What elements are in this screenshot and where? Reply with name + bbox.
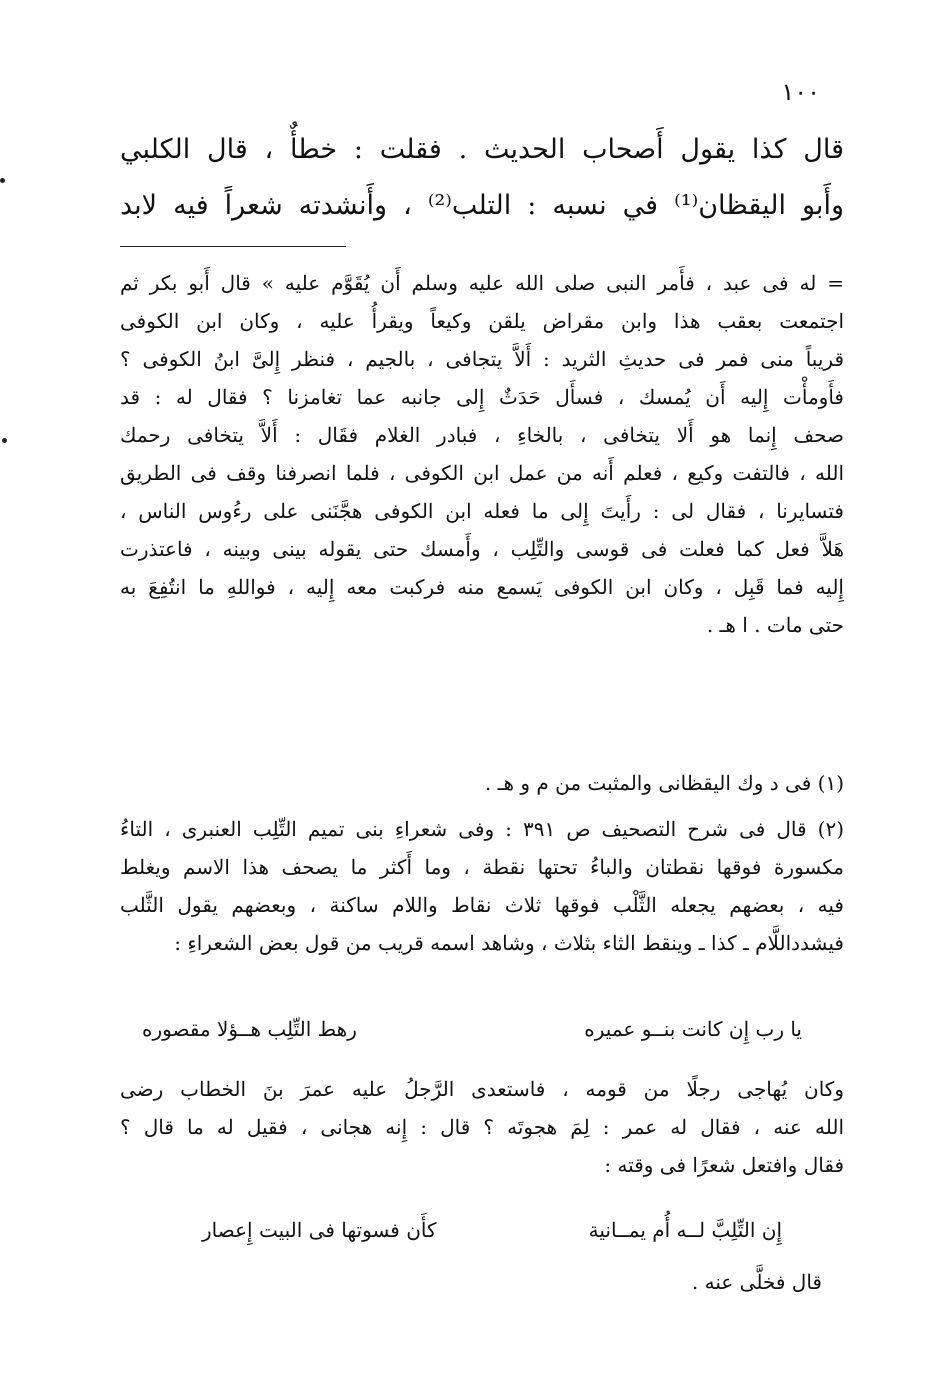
note-line: فأَومأْت إِليه أَن يُمسك ، فسأَل حَدَثٌ إِلى جانبه عما تغامزنا ؟ فقال له : قد: [120, 385, 844, 409]
verse-1-second-hemistich: رهط التِّلِب هــؤلا مقصوره: [142, 1017, 357, 1041]
footnote-line: مكسورة فوقها نقطتان والباءُ تحتها نقطة ، وما أَكثر ما يصحف هذا الاسم ويغلط: [120, 855, 844, 879]
note-line: اجتمعت بعقب هذا وابن مقراض يلقن وكيعاً ويقرأُ عليه ، وكان ابن الكوفى: [120, 309, 844, 333]
footnote-line: وكان يُهاجى رجلًا من قومه ، فاستعدى الرَّجلُ عليه عمرَ بنَ الخطاب رضى: [120, 1077, 844, 1101]
note-line: فتسايرنا ، فقال لى : رأَيتَ إِلى ما فعله ابن الكوفى هجَّنَنى على رءُوس الناس ،: [120, 499, 844, 523]
footnote-line: فيشدداللَّام ـ كذا ـ وينقط الثاء بثلاث ، وشاهد اسمه قريب من قول بعض الشعراءِ :: [174, 931, 844, 955]
footnote-1: [120, 764, 844, 802]
note-line: حتى مات . ا هـ .: [706, 613, 844, 637]
verse-1-first-hemistich: يا رب إِن كانت بنــو عميره: [584, 1017, 802, 1041]
footnote-line: فيه ، بعضهم يجعله الثَّلْب فوقها ثلاث نقاط واللام ساكنة ، وبعضهم يقول الثَّلب: [120, 893, 844, 917]
note-line: الله ، فالتفت وكيع ، فعلم أَنه من عمل ابن الكوفى ، فلما انصرفنا وقف فى الطريق: [120, 461, 844, 485]
footnote-separator: [120, 246, 346, 247]
footnote-2: [120, 810, 844, 962]
note-line: هَلاَّ فعل كما فعلت فى قوسى والتِّلِب ، وأَمسك حتى يقوله بينى وبينه ، فاعتذرت: [120, 537, 844, 561]
verse-2: [202, 1218, 782, 1242]
main-line: وأَبو اليقظان⁽¹⁾ في نسبه : التلب⁽²⁾ ، وأَنشدته شعراً فيه لابد: [120, 190, 844, 221]
footnote-1-text: (١) فى د وك اليقظانى والمثبت من م و هـ .: [484, 771, 844, 795]
continued-note: [120, 264, 844, 644]
verse-2-first-hemistich: إِن التِّلِبَّ لــه أُم يمــانية: [588, 1218, 782, 1242]
footnote-line: فقال وافتعل شعرًا فى وقته :: [604, 1153, 844, 1177]
scan-speck: [2, 438, 7, 443]
scan-speck: [0, 178, 5, 183]
note-line: إِليه فما قَبِل ، وكان ابن الكوفى يَسمع منه فركبت معه إِليه ، فواللهِ ما انتُفِعَ به: [120, 575, 844, 599]
verse-1: [142, 1017, 802, 1041]
closing-line: قال فخلَّى عنه .: [691, 1270, 822, 1294]
note-line: = له فى عبد ، فأَمر النبى صلى الله عليه وسلم أَن يُقَوَّم عليه » قال أَبو بكر ثم: [120, 271, 844, 295]
verse-2-second-hemistich: كأَن فسوتها فى البيت إِعصار: [202, 1218, 437, 1242]
note-line: قريباً منى فمر فى حديثِ الثريد : أَلاَّ يتجافى ، بالجيم ، فنظر إِلىَّ ابنُ الكوفى ؟: [120, 347, 844, 371]
note-line: صحف إِنما هو أَلا يتخافى ، بالخاءِ ، فبادر الغلام فقَال : أَلاَّ يتخافى رحمك: [120, 423, 844, 447]
page-number: ١٠٠: [781, 78, 820, 106]
footnote-line: الله عنه ، فقال له عمر : لِمَ هجوتَه ؟ قال : إِنه هجانى ، فقيل له ما قال ؟: [120, 1115, 844, 1139]
footnote-line: (٢) قال فى شرح التصحيف ص ٣٩١ : وفى شعراءِ بنى تميم التِّلِب العنبرى ، التاءُ: [120, 817, 844, 841]
main-line: قال كذا يقول أَصحاب الحديث . فقلت : خطأٌ ، قال الكلبي: [120, 134, 844, 165]
main-text: [120, 122, 844, 234]
footnote-2-continued: [120, 1070, 844, 1184]
